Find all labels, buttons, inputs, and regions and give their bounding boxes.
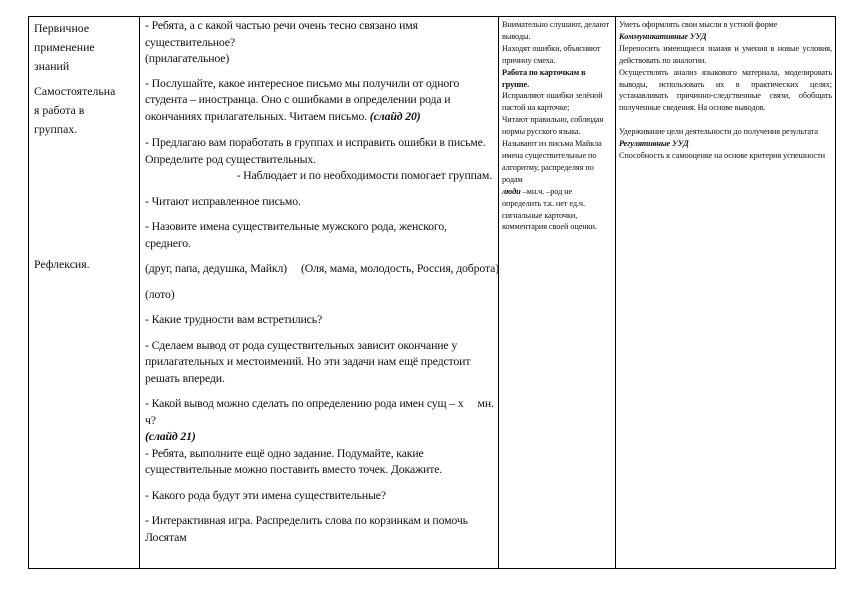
uud-transfer-knowledge: Переносить имеющиеся знания и умения в новые условия, действовать по аналогии. [619,43,832,65]
teacher-read-line: - Читают исправленное письмо. [145,193,301,208]
pupil-column [499,17,616,569]
lesson-table [28,16,836,569]
uud-goal-holding: Удерживание цели деятельности до получения результата [619,127,818,137]
stage-column [29,17,140,569]
stage-reflection: Рефлексия. [34,257,90,271]
teacher-answer-adjective: (прилагательное) [145,51,230,65]
slide-21-ref: (слайд 21) [145,429,196,443]
teacher-task-paragraph: - Ребята, выполните ещё одно задание. Подумайте, какие существительные можно поставить вместо точек. Докажите. [145,445,443,476]
uud-analysis: Осуществлять анализ языкового материала, моделировать выводы, использовать их в практических целях; устанавливать причинно-следственные связи, обобщать полученные сведения. На основе выводов. [619,67,832,113]
pupil-signal-cards: сигнальные карточки, комментария своей оценки. [502,210,597,232]
pupil-find-errors: Находят ошибки, объясняют причину смеха. [502,43,601,65]
teacher-which-gender-question: - Какого рода будут эти имена существительные? [145,487,386,502]
teacher-groups-paragraph: - Предлагаю вам поработать в группах и исправить ошибки в письме. Определите род существительных. [145,135,486,166]
uud-regulative-label: Регулятивные УУД [619,139,689,149]
pupil-read-correctly: Читают правильно, соблюдая нормы русского языка. [502,115,604,137]
table-row [29,17,836,569]
uud-express-thoughts: Уметь оформлять свои мысли в устной форме [619,20,778,29]
teacher-names-question: - Назовите имена существительные мужского рода, женского, среднего. [145,219,447,250]
teacher-names-examples: (друг, папа, дедушка, Майкл) (Оля, мама, молодость, Россия, доброта) [145,261,499,275]
teacher-difficulty-question: - Какие трудности вам встретились? [145,312,323,326]
teacher-observe-line: - Наблюдает и по необходимости помогает группам. [236,168,492,182]
teacher-loto: (лото) [145,286,175,301]
uud-column [616,17,836,569]
teacher-gender-question: - Какой вывод можно сделать по определению рода имен сущ – х мн. ч? [145,396,497,427]
teacher-letter-paragraph: - Послушайте, какое интересное письмо мы получили от одного студента – иностранца. Оно с ошибками в определении рода и окончаниях прилагательных. Читаем письмо. (слайд 20) [145,75,460,123]
pupil-correct-errors: Исправляют ошибки зелёной пастой на карточке; [502,91,603,113]
teacher-conclusion-paragraph: - Сделаем вывод от рода существительных зависит окончание у прилагательных и местоимений. Но эти задачи нам ещё предстоит решать впереди. [145,337,471,385]
pupil-card-work: Работа по карточкам в группе. [502,67,586,89]
uud-communicative-label: Коммуникативные УУД [619,31,707,41]
stage-group-line-3: группах. [34,122,78,136]
slide-20-ref: (слайд 20) [369,108,421,123]
stage-primary-line-1: Первичное [34,21,90,35]
pupil-plural-note: люди –мн.ч. –род не определить т.к. нет ед.ч. [502,186,585,208]
stage-group-line-2: я работа в [34,103,85,117]
teacher-column [140,17,499,569]
teacher-interactive-game: - Интерактивная игра. Распределить слова по корзинкам и помочь Лосятам [145,513,468,544]
stage-primary-line-2: применение [34,40,95,54]
pupil-name-nouns: Называют из письма Майкла имена существительные по алгоритму, распределяя по родам [502,139,602,184]
pupil-listen: Внимательно слушают, делают выводы. [502,20,609,41]
teacher-question-part-of-speech: - Ребята, а с какой частью речи очень тесно связано имя существительное? [145,18,418,49]
stage-primary-line-3: знаний [34,59,70,73]
uud-self-assessment: Способность к самооценке на основе критерия успешности [619,151,825,161]
stage-group-line-1: Самостоятельна [34,84,116,98]
